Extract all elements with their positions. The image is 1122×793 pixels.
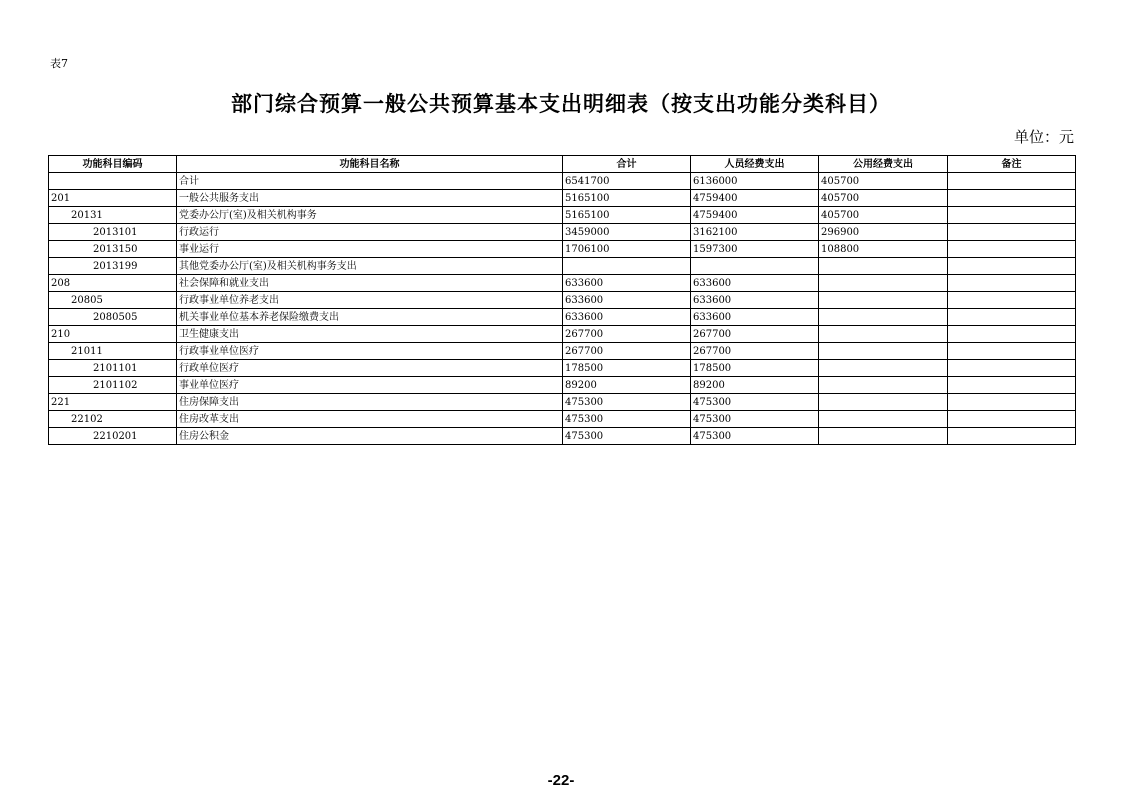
table-row [49, 207, 1076, 224]
cell-personnel-expense: 633600 [691, 275, 819, 292]
table-row [49, 309, 1076, 326]
cell-note [948, 343, 1076, 360]
cell-function-code: 2101102 [49, 377, 177, 394]
cell-function-code: 22102 [49, 411, 177, 428]
cell-total: 5165100 [563, 207, 691, 224]
table-row [49, 241, 1076, 258]
cell-note [948, 224, 1076, 241]
cell-total: 633600 [563, 309, 691, 326]
cell-total: 3459000 [563, 224, 691, 241]
table-row [49, 258, 1076, 275]
cell-function-name: 住房公积金 [177, 428, 563, 445]
table-header-row [49, 156, 1076, 173]
cell-public-expense [819, 377, 948, 394]
page-number: -22- [547, 772, 575, 789]
cell-public-expense [819, 411, 948, 428]
cell-total: 633600 [563, 275, 691, 292]
cell-function-name: 党委办公厅(室)及相关机构事务 [177, 207, 563, 224]
table-row [49, 377, 1076, 394]
cell-note [948, 173, 1076, 190]
cell-public-expense [819, 275, 948, 292]
cell-note [948, 207, 1076, 224]
header-note: 备注 [948, 156, 1076, 173]
cell-function-name: 事业单位医疗 [177, 377, 563, 394]
cell-function-code: 208 [49, 275, 177, 292]
page-title: 部门综合预算一般公共预算基本支出明细表（按支出功能分类科目） [231, 92, 891, 116]
cell-note [948, 275, 1076, 292]
cell-function-code: 20131 [49, 207, 177, 224]
cell-public-expense [819, 428, 948, 445]
cell-note [948, 411, 1076, 428]
cell-function-name: 行政运行 [177, 224, 563, 241]
cell-function-name: 社会保障和就业支出 [177, 275, 563, 292]
cell-personnel-expense: 475300 [691, 428, 819, 445]
cell-note [948, 428, 1076, 445]
cell-function-code: 201 [49, 190, 177, 207]
cell-function-name: 住房保障支出 [177, 394, 563, 411]
cell-note [948, 309, 1076, 326]
cell-personnel-expense: 267700 [691, 343, 819, 360]
table-row [49, 190, 1076, 207]
cell-function-name: 行政事业单位医疗 [177, 343, 563, 360]
cell-total: 267700 [563, 343, 691, 360]
cell-public-expense: 405700 [819, 173, 948, 190]
header-function-code: 功能科目编码 [49, 156, 177, 173]
cell-public-expense [819, 326, 948, 343]
cell-public-expense: 405700 [819, 207, 948, 224]
cell-function-code: 221 [49, 394, 177, 411]
table-row [49, 360, 1076, 377]
header-total: 合计 [563, 156, 691, 173]
header-personnel-expense: 人员经费支出 [691, 156, 819, 173]
cell-public-expense [819, 360, 948, 377]
cell-note [948, 190, 1076, 207]
cell-public-expense [819, 394, 948, 411]
cell-public-expense [819, 343, 948, 360]
header-function-name: 功能科目名称 [177, 156, 563, 173]
cell-note [948, 292, 1076, 309]
cell-personnel-expense: 4759400 [691, 207, 819, 224]
table-row [49, 173, 1076, 190]
cell-total: 1706100 [563, 241, 691, 258]
cell-total: 475300 [563, 394, 691, 411]
cell-total: 5165100 [563, 190, 691, 207]
table-row [49, 275, 1076, 292]
cell-note [948, 258, 1076, 275]
cell-function-code: 2013150 [49, 241, 177, 258]
cell-function-code [49, 173, 177, 190]
cell-note [948, 360, 1076, 377]
cell-personnel-expense: 475300 [691, 411, 819, 428]
table-row [49, 428, 1076, 445]
cell-function-name: 行政单位医疗 [177, 360, 563, 377]
cell-total [563, 258, 691, 275]
cell-function-name: 卫生健康支出 [177, 326, 563, 343]
cell-function-code: 210 [49, 326, 177, 343]
cell-personnel-expense: 633600 [691, 309, 819, 326]
cell-function-code: 2101101 [49, 360, 177, 377]
table-row [49, 411, 1076, 428]
cell-personnel-expense: 4759400 [691, 190, 819, 207]
cell-personnel-expense: 6136000 [691, 173, 819, 190]
cell-personnel-expense: 475300 [691, 394, 819, 411]
cell-personnel-expense: 633600 [691, 292, 819, 309]
cell-public-expense [819, 258, 948, 275]
cell-function-code: 2013199 [49, 258, 177, 275]
cell-function-name: 机关事业单位基本养老保险缴费支出 [177, 309, 563, 326]
cell-public-expense: 405700 [819, 190, 948, 207]
cell-function-name: 行政事业单位养老支出 [177, 292, 563, 309]
table-row [49, 394, 1076, 411]
cell-public-expense: 296900 [819, 224, 948, 241]
cell-total: 475300 [563, 428, 691, 445]
cell-function-name: 事业运行 [177, 241, 563, 258]
header-public-expense: 公用经费支出 [819, 156, 948, 173]
cell-personnel-expense: 89200 [691, 377, 819, 394]
cell-total: 178500 [563, 360, 691, 377]
cell-personnel-expense: 3162100 [691, 224, 819, 241]
cell-public-expense [819, 309, 948, 326]
table-row [49, 326, 1076, 343]
table-row [49, 343, 1076, 360]
cell-function-code: 2080505 [49, 309, 177, 326]
cell-total: 89200 [563, 377, 691, 394]
cell-function-code: 2013101 [49, 224, 177, 241]
table-row [49, 292, 1076, 309]
expenditure-detail-table [48, 155, 1076, 445]
cell-note [948, 377, 1076, 394]
cell-personnel-expense [691, 258, 819, 275]
unit-label: 单位：元 [1013, 128, 1074, 146]
cell-personnel-expense: 267700 [691, 326, 819, 343]
cell-note [948, 241, 1076, 258]
cell-function-code: 2210201 [49, 428, 177, 445]
cell-total: 475300 [563, 411, 691, 428]
cell-personnel-expense: 178500 [691, 360, 819, 377]
cell-public-expense [819, 292, 948, 309]
table-number-label: 表7 [50, 57, 68, 70]
cell-function-name: 住房改革支出 [177, 411, 563, 428]
cell-note [948, 394, 1076, 411]
cell-total: 633600 [563, 292, 691, 309]
cell-function-name: 合计 [177, 173, 563, 190]
cell-function-name: 其他党委办公厅(室)及相关机构事务支出 [177, 258, 563, 275]
cell-note [948, 326, 1076, 343]
cell-function-code: 21011 [49, 343, 177, 360]
cell-total: 267700 [563, 326, 691, 343]
cell-public-expense: 108800 [819, 241, 948, 258]
table-row [49, 224, 1076, 241]
cell-total: 6541700 [563, 173, 691, 190]
cell-function-code: 20805 [49, 292, 177, 309]
cell-function-name: 一般公共服务支出 [177, 190, 563, 207]
cell-personnel-expense: 1597300 [691, 241, 819, 258]
